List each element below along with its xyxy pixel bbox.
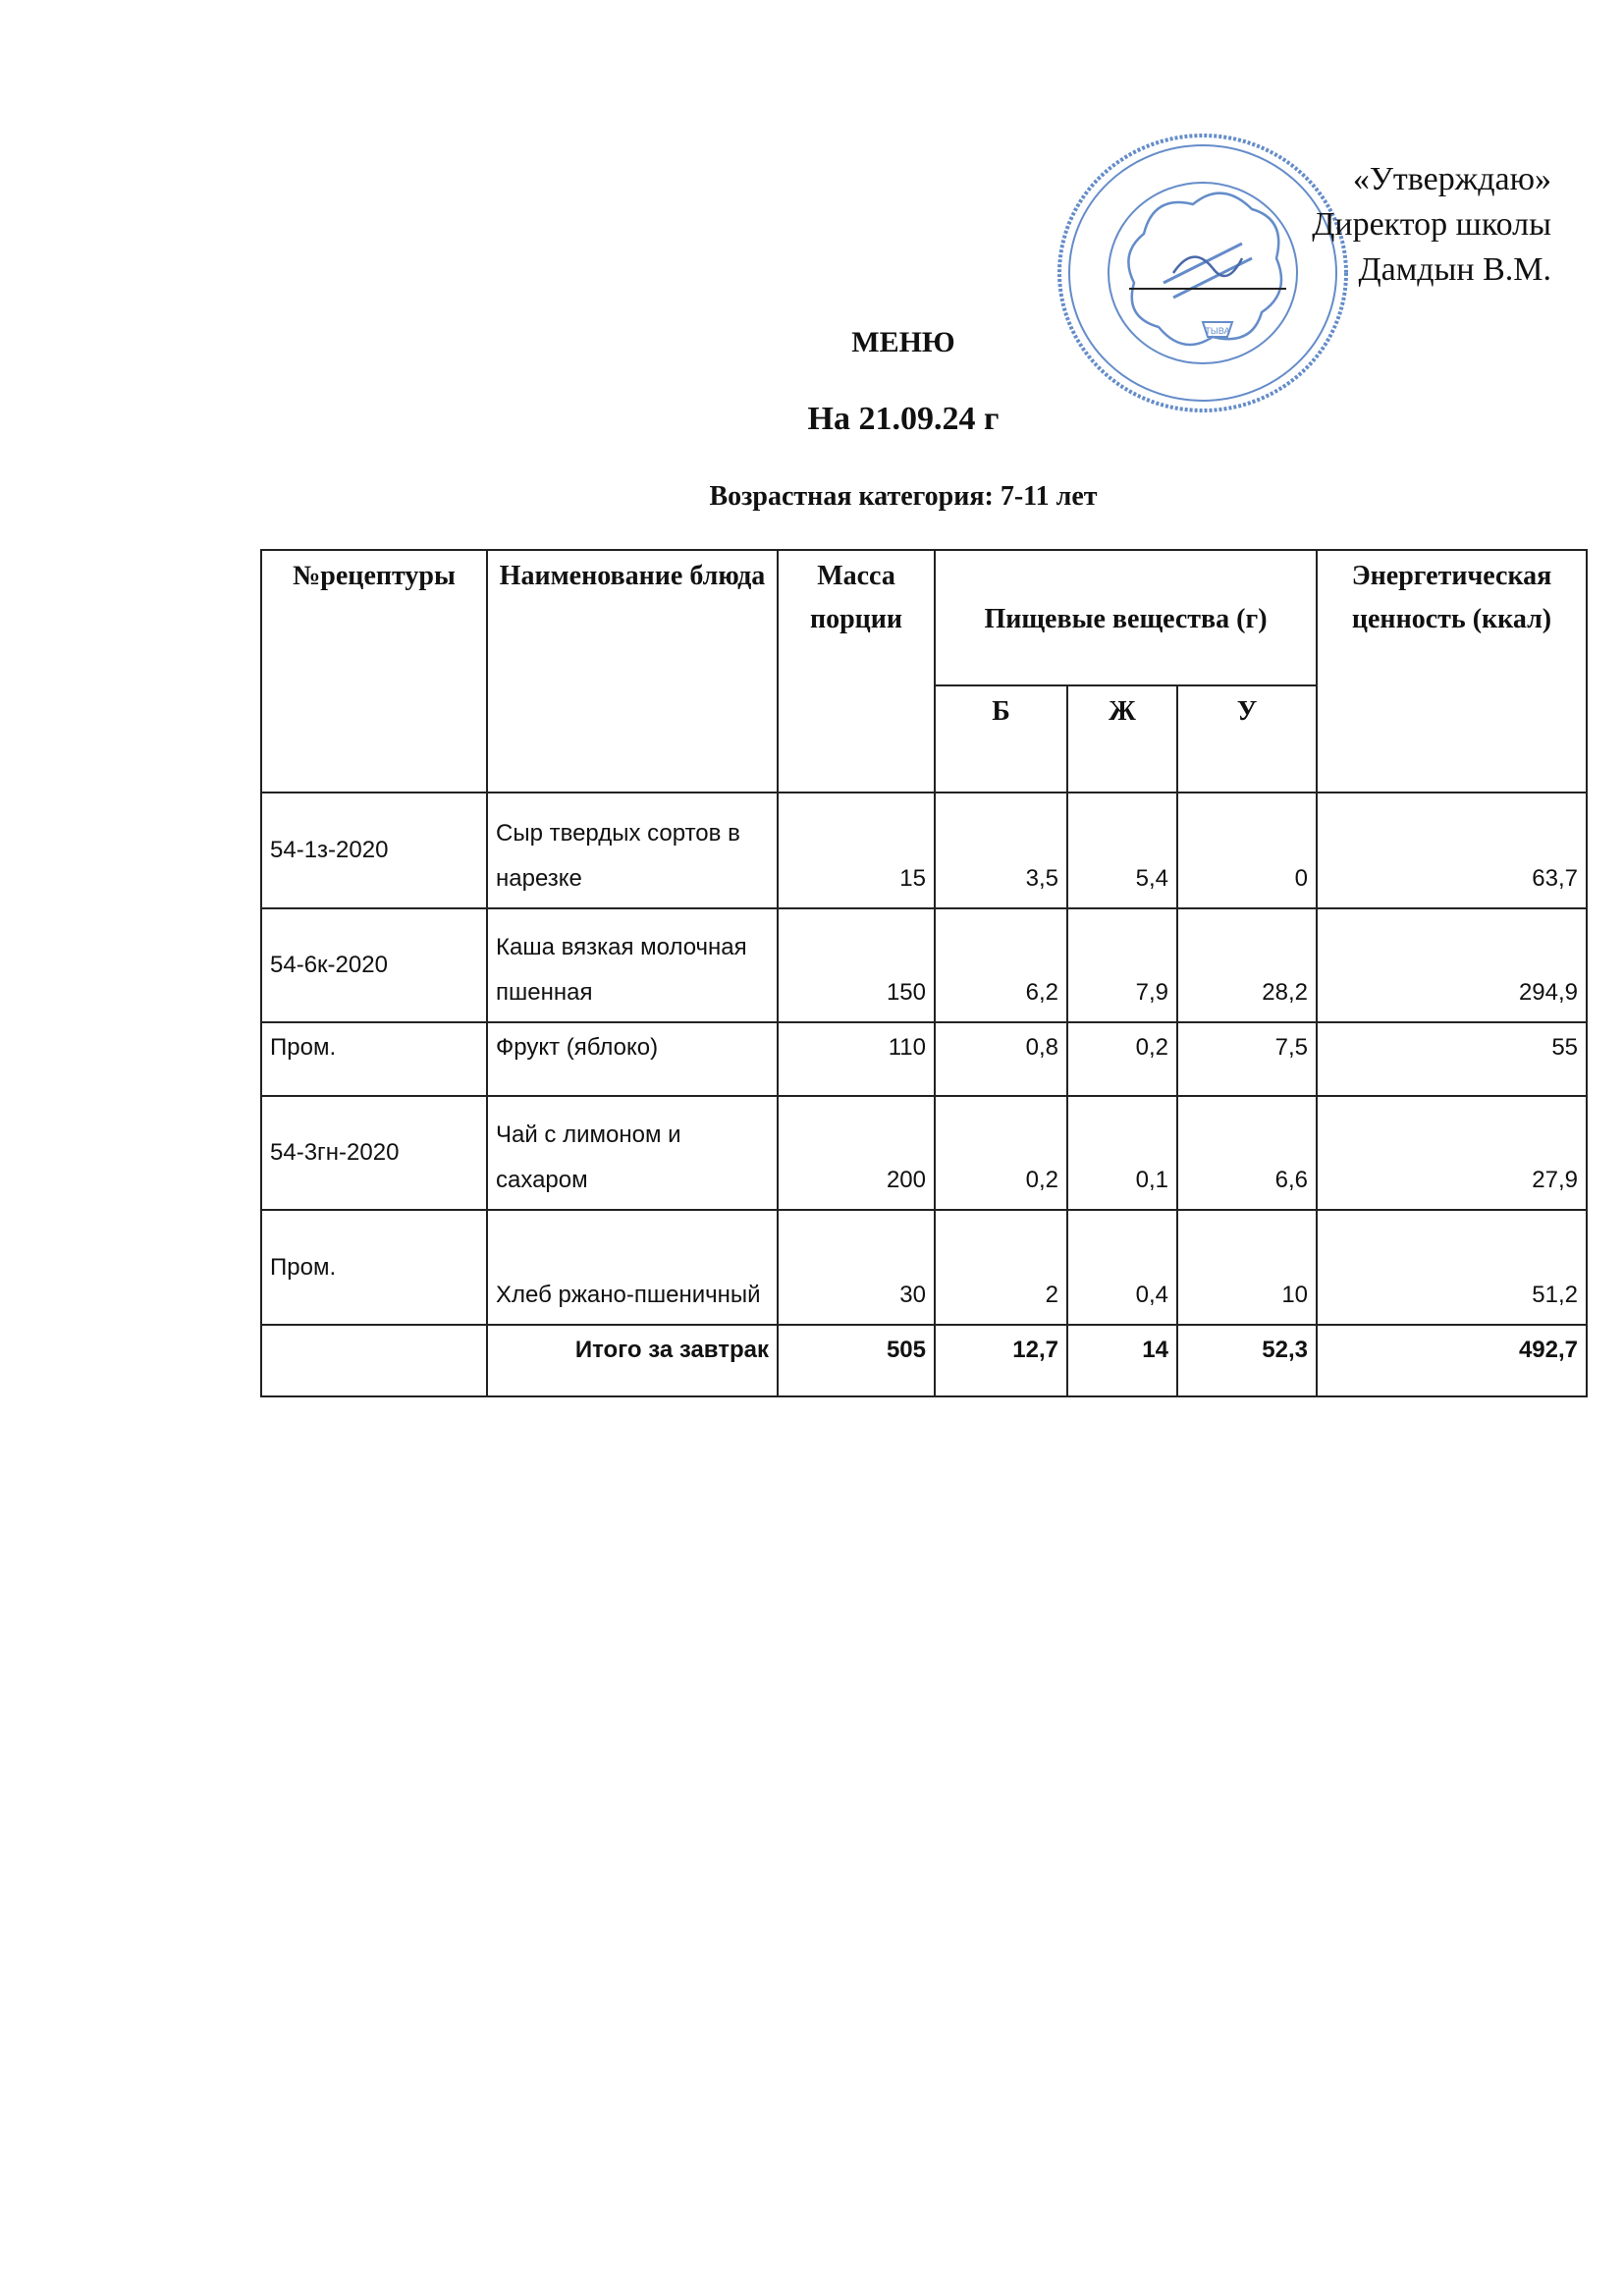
col-energy: Энергетическая ценность (ккал) [1317, 550, 1587, 793]
cell-mass: 15 [778, 793, 935, 908]
cell-dish: Хлеб ржано-пшеничный [487, 1210, 778, 1325]
table-row [261, 793, 1587, 908]
cell-u: 0 [1177, 793, 1317, 908]
cell-dish: Чай с лимоном и сахаром [487, 1096, 778, 1210]
col-dish: Наименование блюда [487, 550, 778, 793]
cell-b: 3,5 [935, 793, 1067, 908]
col-nutrients: Пищевые вещества (г) [935, 550, 1317, 685]
page-title: МЕНЮ [851, 326, 955, 358]
school-seal-stamp [1056, 126, 1350, 420]
col-u: У [1177, 685, 1317, 793]
table-row [261, 1022, 1587, 1096]
total-b: 12,7 [935, 1325, 1067, 1396]
cell-dish: Каша вязкая молочная пшенная [487, 908, 778, 1022]
col-mass: Масса порции [778, 550, 935, 793]
cell-b: 2 [935, 1210, 1067, 1325]
cell-b: 6,2 [935, 908, 1067, 1022]
total-label: Итого за завтрак [487, 1325, 778, 1396]
cell-mass: 30 [778, 1210, 935, 1325]
col-zh: Ж [1067, 685, 1177, 793]
approval-position: Директор школы [1312, 206, 1551, 243]
cell-energy: 51,2 [1317, 1210, 1587, 1325]
menu-table [260, 549, 1588, 1397]
cell-zh: 7,9 [1067, 908, 1177, 1022]
cell-energy: 27,9 [1317, 1096, 1587, 1210]
cell-recipe: Пром. [261, 1210, 487, 1325]
cell-zh: 0,4 [1067, 1210, 1177, 1325]
cell-recipe: 54-1з-2020 [261, 793, 487, 908]
cell-energy: 55 [1317, 1022, 1587, 1096]
cell-dish: Сыр твердых сортов в нарезке [487, 793, 778, 908]
age-category: Возрастная категория: 7-11 лет [709, 481, 1098, 512]
cell-energy: 63,7 [1317, 793, 1587, 908]
cell-b: 0,2 [935, 1096, 1067, 1210]
signature-line [1129, 288, 1286, 290]
cell-mass: 110 [778, 1022, 935, 1096]
col-b: Б [935, 685, 1067, 793]
cell-zh: 0,2 [1067, 1022, 1177, 1096]
total-zh: 14 [1067, 1325, 1177, 1396]
approval-block [1312, 157, 1551, 293]
cell-energy: 294,9 [1317, 908, 1587, 1022]
cell-dish: Фрукт (яблоко) [487, 1022, 778, 1096]
cell-mass: 200 [778, 1096, 935, 1210]
table-row [261, 1096, 1587, 1210]
col-recipe: №рецептуры [261, 550, 487, 793]
total-u: 52,3 [1177, 1325, 1317, 1396]
menu-date: На 21.09.24 г [807, 401, 1000, 437]
total-energy: 492,7 [1317, 1325, 1587, 1396]
cell-recipe: 54-3гн-2020 [261, 1096, 487, 1210]
total-mass: 505 [778, 1325, 935, 1396]
cell-u: 28,2 [1177, 908, 1317, 1022]
cell-zh: 0,1 [1067, 1096, 1177, 1210]
total-row [261, 1325, 1587, 1396]
approval-name: Дамдын В.М. [1358, 251, 1551, 288]
table-row [261, 908, 1587, 1022]
cell-recipe: Пром. [261, 1022, 487, 1096]
table-row [261, 1210, 1587, 1325]
cell-u: 7,5 [1177, 1022, 1317, 1096]
cell-zh: 5,4 [1067, 793, 1177, 908]
cell-u: 6,6 [1177, 1096, 1317, 1210]
cell-recipe: 54-6к-2020 [261, 908, 487, 1022]
cell-u: 10 [1177, 1210, 1317, 1325]
approval-title: «Утверждаю» [1352, 161, 1551, 197]
cell-mass: 150 [778, 908, 935, 1022]
stamp-center-text: ТЫВА [1205, 326, 1230, 336]
cell-b: 0,8 [935, 1022, 1067, 1096]
